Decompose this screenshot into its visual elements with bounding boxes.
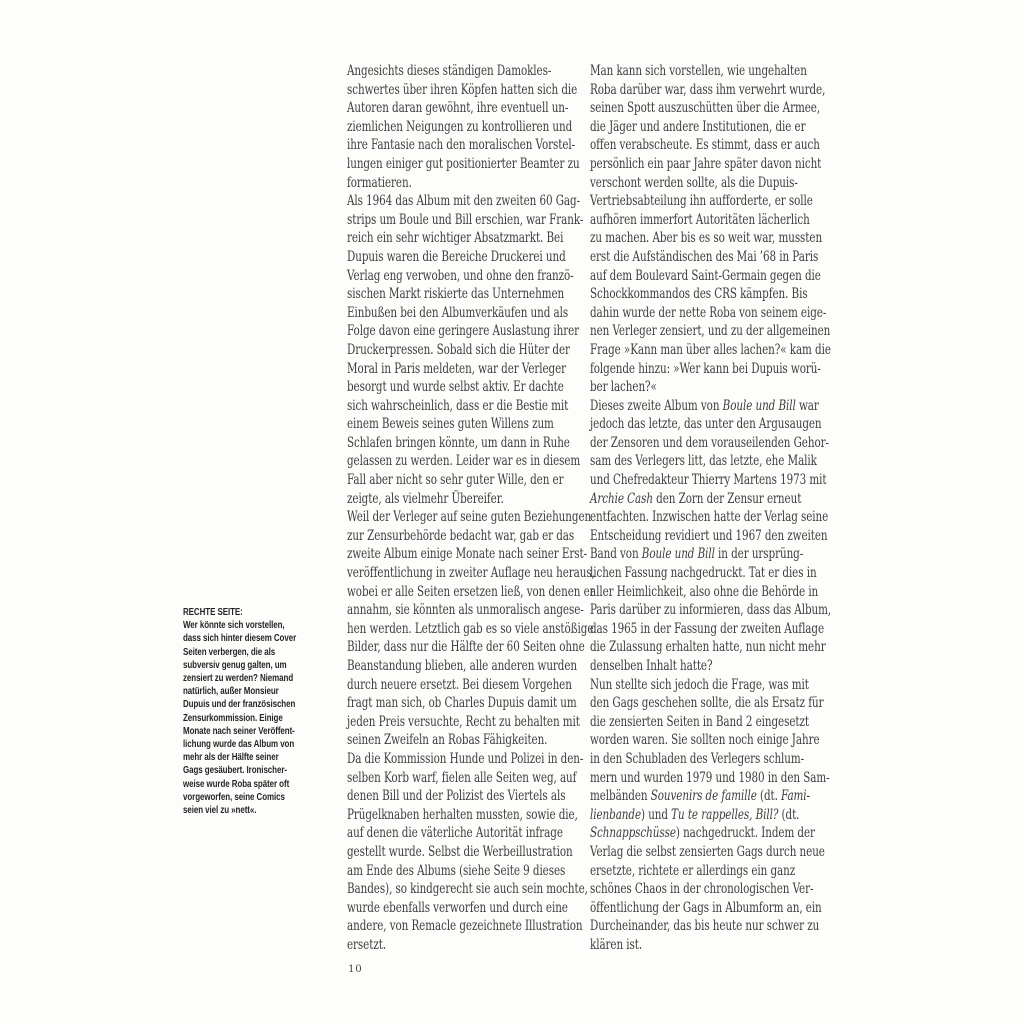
margin-caption-heading: RECHTE SEITE: — [183, 606, 243, 618]
body-text-column-left: Angesichts dieses ständigen Damokles- schwertes über ihren Köpfen hatten sich die Autoren daran gewöhnt, ihre eventuell un- ziemlichen Neigungen zu kontrollieren und ihre Fantasie nach den moralischen Vorstel- lungen einiger gut positionierter Beamter zu formatieren. Als 1964 das Album mit den zweiten 60 Gag- strips um Boule und Bill erschien, war Frank- reich ein sehr wichtiger Absatzmarkt. Bei Dupuis waren die Bereiche Druckerei und Verlag eng verwoben, und ohne den franzö- sischen Markt riskierte das Unternehmen Einbußen bei den Albumverkäufen und als Folge davon eine geringere Auslastung ihrer Druckerpressen. Sobald sich die Hüter der Moral in Paris meldeten, war der Verleger besorgt und wurde selbst aktiv. Er dachte sich wahrscheinlich, dass er die Bestie mit einem Beweis seines guten Willens zum Schlafen bringen könnte, um dann in Ruhe gelassen zu werden. Leider war es in diesem Fall aber nicht so sehr guter Wille, den er zeigte, als vielmehr Übereifer. Weil der Verleger auf seine guten Beziehungen zur Zensurbehörde bedacht war, gab er das zweite Album einige Monate nach seiner Erst- veröffentlichung in zweiter Auflage neu heraus, wobei er alle Seiten ersetzen ließ, von denen er annahm, sie könnten als unmoralisch angese- hen werden. Letztlich gab es so viele anstößige Bilder, dass nur die Hälfte der 60 Seiten ohne Beanstandung blieben, alle anderen wurden durch neuere ersetzt. Bei diesem Vorgehen fragt man sich, ob Charles Dupuis damit um jeden Preis versuchte, Recht zu behalten mit seinen Zweifeln an Robas Fähigkeiten. Da die Kommission Hunde und Polizei in den- selben Korb warf, fielen alle Seiten weg, auf denen Bill und der Polizist des Viertels als Prügelknaben herhalten mussten, sowie die, auf denen die väterliche Autorität infrage gestellt wurde. Selbst die Werbeillustration am Ende des Albums (siehe Seite 9 dieses Bandes), so kindgerecht sie auch sein mochte, wurde ebenfalls verworfen und durch eine andere, von Remacle gezeichnete Illustration ersetzt. — [347, 63, 595, 953]
body-text-column-right: Man kann sich vorstellen, wie ungehalten Roba darüber war, dass ihm verwehrt wurde, seinen Spott auszuschütten über die Armee, die Jäger und andere Institutionen, die er offen verabscheute. Es stimmt, dass er auch persönlich ein paar Jahre später davon nicht verschont werden sollte, als die Dupuis- Vertriebsabteilung ihn aufforderte, er solle aufhören immerfort Autoritäten lächerlich zu machen. Aber bis es so weit war, mussten erst die Aufständischen des Mai ’68 in Paris auf dem Boulevard Saint-Germain gegen die Schockkommandos des CRS kämpfen. Bis dahin wurde der nette Roba von seinem eige- nen Verleger zensiert, und zu der allgemeinen Frage »Kann man über alles lachen?« kam die folgende hinzu: »Wer kann bei Dupuis worü- ber lachen?« Dieses zweite Album von Boule und Bill war jedoch das letzte, das unter den Argusaugen der Zensoren und dem vorauseilenden Gehor- sam des Verlegers litt, das letzte, ehe Malik und Chefredakteur Thierry Martens 1973 mit Archie Cash den Zorn der Zensur erneut entfachten. Inzwischen hatte der Verlag seine Entscheidung revidiert und 1967 den zweiten Band von Boule und Bill in der ursprüng- lichen Fassung nachgedruckt. Tat er dies in aller Heimlichkeit, also ohne die Behörde in Paris darüber zu informieren, dass das Album, das 1965 in der Fassung der zweiten Auflage die Zulassung erhalten hatte, nun nicht mehr denselben Inhalt hatte? Nun stellte sich jedoch die Frage, was mit den Gags geschehen sollte, die als Ersatz für die zensierten Seiten in Band 2 eingesetzt worden waren. Sie sollten noch einige Jahre in den Schubladen des Verlegers schlum- mern und wurden 1979 und 1980 in den Sam- melbänden Souvenirs de famille (dt. Fami- lienbande) und Tu te rappelles, Bill? (dt. Schnappschüsse) nachgedruckt. Indem der Verlag die selbst zensierten Gags durch neue ersetzte, richtete er allerdings ein ganz schönes Chaos in der chronologischen Ver- öffentlichung der Gags in Albumform an, ein Durcheinander, das bis heute nur schwer zu klären ist. — [590, 63, 832, 953]
page-number: 10 — [348, 963, 363, 975]
margin-caption-text: Wer könnte sich vorstellen, dass sich hinter diesem Cover Seiten verbergen, die als subversiv genug galten, um zensiert zu werden? Niemand natürlich, außer Monsieur Dupuis und der französischen Zensurkommission. Einige Monate nach seiner Veröffent- lichung wurde das Album von mehr als der Hälfte seiner Gags gesäubert. Ironischer- weise wurde Roba später oft vorgeworfen, seine Comics seien viel zu »nett«. — [183, 619, 297, 817]
margin-caption — [183, 606, 316, 817]
